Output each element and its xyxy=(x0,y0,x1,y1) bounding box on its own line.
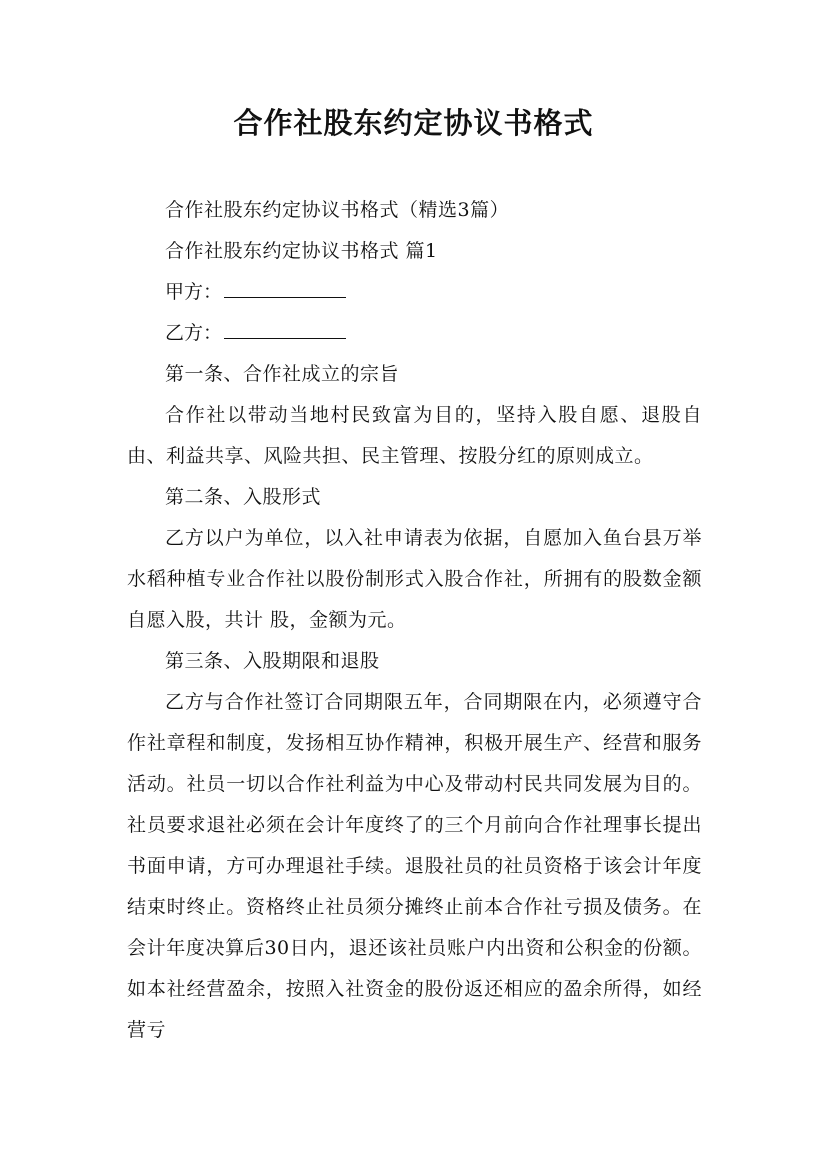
part-heading: 合作社股东约定协议书格式 篇1 xyxy=(165,240,438,262)
article-1-heading: 第一条、合作社成立的宗旨 xyxy=(165,363,400,385)
party-a-line xyxy=(127,272,702,313)
document-subtitle: 合作社股东约定协议书格式（精选3篇） xyxy=(165,199,510,221)
article-1-text: 合作社以带动当地村民致富为目的，坚持入股自愿、退股自由、利益共享、风险共担、民主管理、按股分红的原则成立。 xyxy=(127,404,702,467)
party-b-blank xyxy=(224,318,346,339)
article-3-heading: 第三条、入股期限和退股 xyxy=(165,650,380,672)
document-body xyxy=(127,190,702,1051)
party-b-label: 乙方： xyxy=(165,322,223,344)
document-title: 合作社股东约定协议书格式 xyxy=(233,106,594,140)
article-2-heading: 第二条、入股形式 xyxy=(165,486,322,508)
article-2-text: 乙方以户为单位，以入社申请表为依据，自愿加入鱼台县万举水稻种植专业合作社以股份制形式入股合作社，所拥有的股数金额自愿入股，共计 股，金额为元。 xyxy=(127,527,702,631)
article-3-text: 乙方与合作社签订合同期限五年，合同期限在内，必须遵守合作社章程和制度，发扬相互协作精神，积极开展生产、经营和服务活动。社员一切以合作社利益为中心及带动村民共同发展为目的。社员要求退社必须在会计年度终了的三个月前向合作社理事长提出书面申请，方可办理退社手续。退股社员的社员资格于该会计年度结束时终止。资格终止社员须分摊终止前本合作社亏损及债务。在会计年度决算后30日内，退还该社员账户内出资和公积金的份额。如本社经营盈余，按照入社资金的股份返还相应的盈余所得，如经营亏 xyxy=(127,691,702,1041)
party-b-line xyxy=(127,313,702,354)
party-a-blank xyxy=(224,277,346,298)
party-a-label: 甲方： xyxy=(165,281,223,303)
